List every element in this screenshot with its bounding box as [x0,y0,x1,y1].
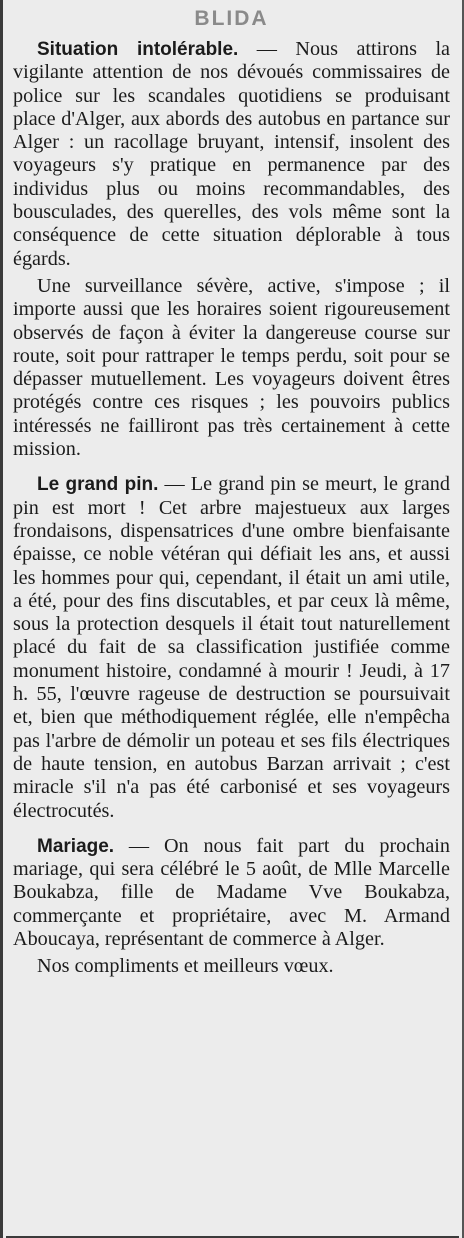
section-title: BLIDA [194,7,269,30]
article-paragraph [13,38,450,271]
article-situation [13,38,450,461]
article-paragraph [13,835,450,951]
article-text: — Nous attirons la vigilante attention de nos dévoués commissaires de police sur les scandales quotidiens se produisant place d'Alger, aux abords des autobus en partance sur Alger : un racollage bruyant, intensif, insolent des voyageurs s'y pratique en permanence par des individus plus ou moins recommandables, des bousculades, des querelles, des vols même sont la conséquence de cette situation déplorable à tous égards. [13,38,451,270]
article-lead: Le grand pin. [37,474,159,496]
article-lead: Mariage. [37,835,115,857]
article-paragraph: Une surveillance sévère, active, s'impose ; il importe aussi que les horaires soient rigoureusement observés de façon à éviter la dangereuse course sur route, soit pour rattraper le temps perdu, soit pour se dépasser mutuellement. Les voyageurs doivent êtres protégés contre ces risques ; les pouvoirs publics intéressés ne failliront pas très certainement à cette mission. [13,274,450,461]
article-paragraph: Nos compliments et meilleurs vœux. [37,955,334,978]
article-grand-pin [13,473,450,822]
article-lead: Situation intolérable. [37,39,239,60]
article-text: — Le grand pin se meurt, le grand pin est mort ! Cet arbre majestueux aux larges frondaisons, dispensatrices d'une ombre bienfaisante épaisse, ce noble vétéran qui défiait les ans, et aussi les hommes pour qui, cependant, il était un ami utile, a été, pour des fins discutables, et par ceux là même, sous la protection desquels il était tout naturellement placé du fait de sa classification justifiée comme monument histoire, condamné à mourir ! Jeudi, à 17 h. 55, l'œuvre rageuse de destruction se poursuivait et, bien que méthodiquement réglée, elle n'empêcha pas l'arbre de démolir un poteau et ses fils électriques de haute tension, en autobus Barzan arrivait ; c'est miracle s'il n'a pas été carbonisé et ses voyageurs électrocutés. [13,473,450,822]
article-text: — On nous fait part du prochain mariage, qui sera célébré le 5 août, de Mlle Marcelle Boukabza, fille de Madame Vve Boukabza, commerçante et propriétaire, avec M. Armand Aboucaya, représentant de commerce à Alger. [13,834,450,950]
article-paragraph [13,473,450,822]
article-mariage [13,835,450,979]
